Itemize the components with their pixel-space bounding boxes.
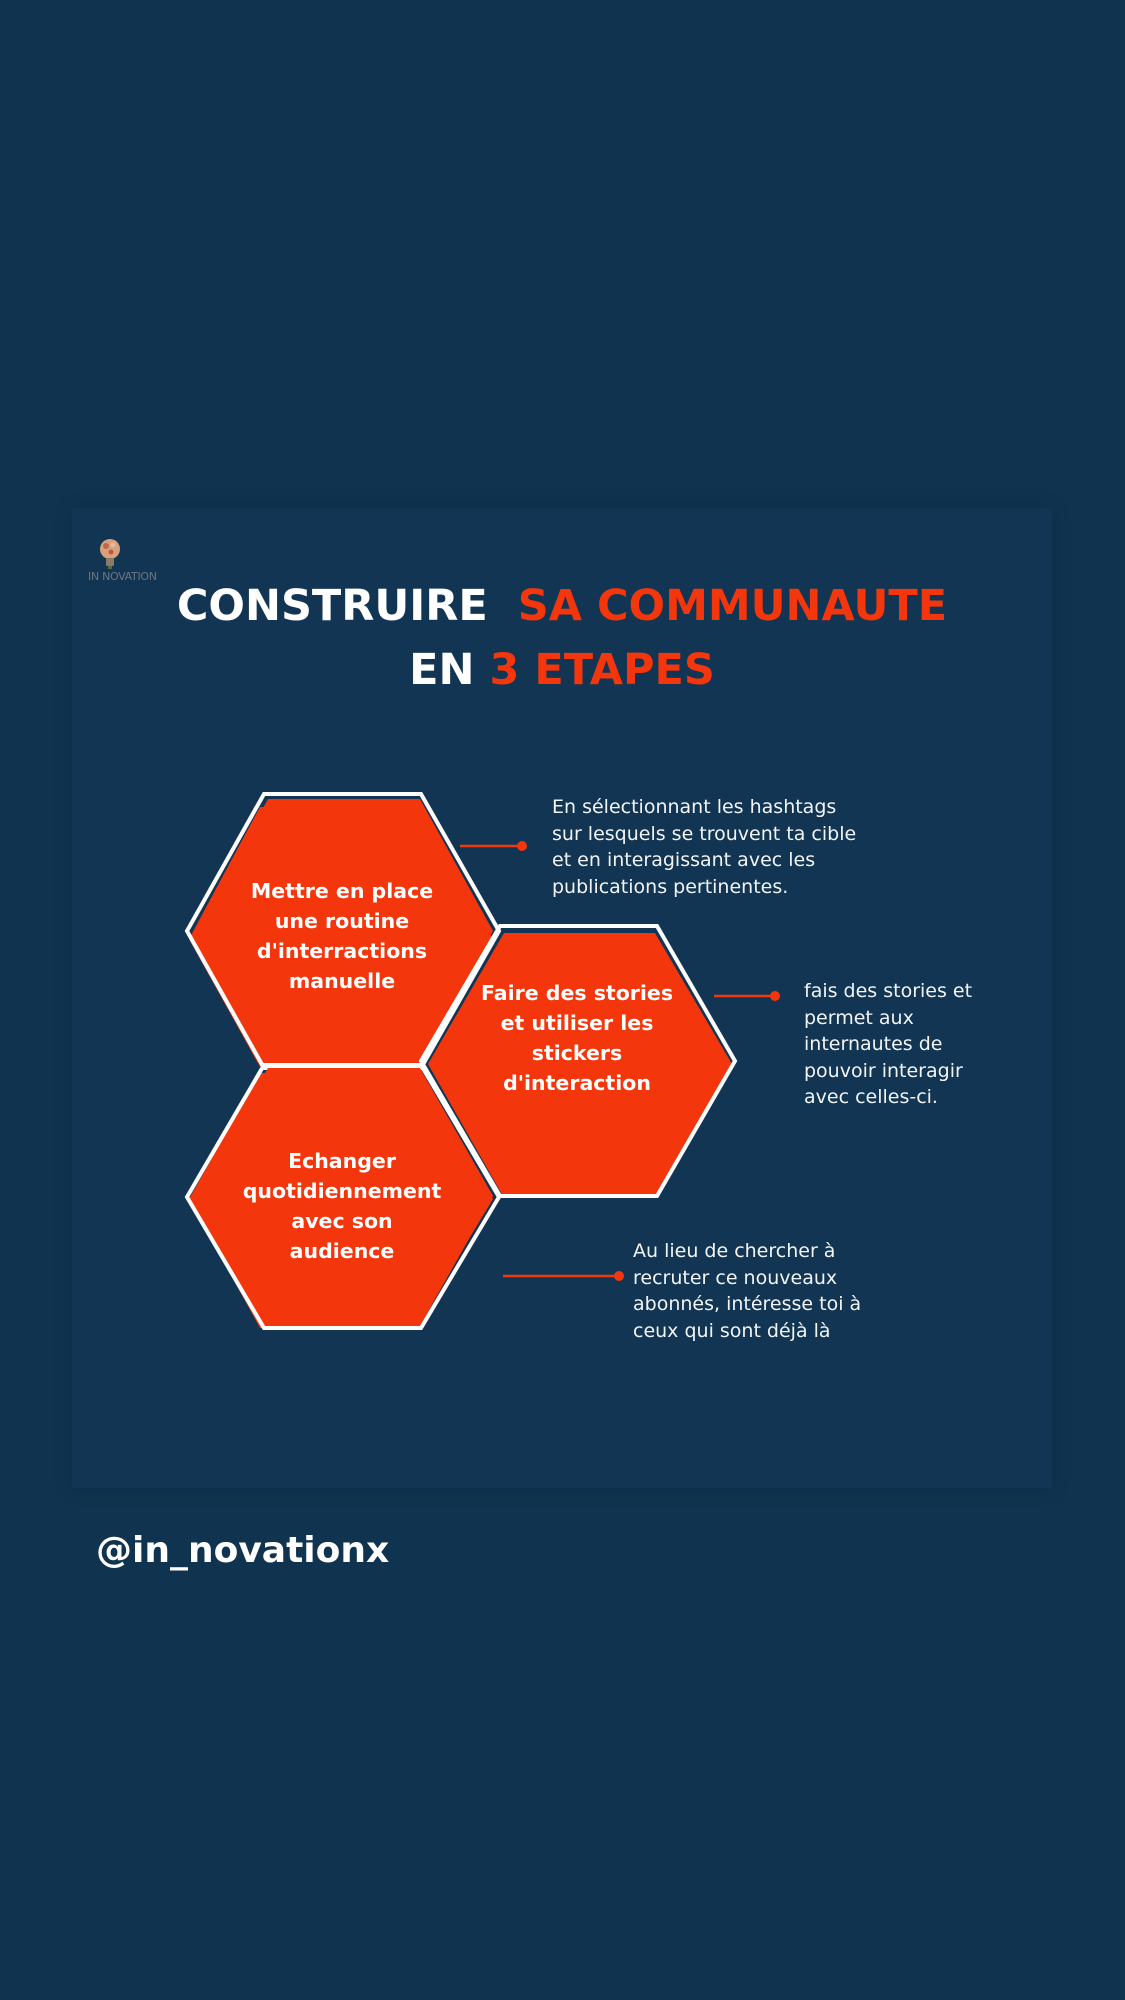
step-3-label: Echanger quotidiennement avec son audience [242,1149,442,1263]
step-2-label: Faire des stories et utiliser les stickers d'interaction [480,981,674,1095]
step-1-label: Mettre en place une routine d'interractions manuelle [250,879,434,993]
connector-1 [460,841,527,851]
infographic-card [72,508,1052,1488]
connector-3 [503,1271,624,1281]
step-1-description: En sélectionnant les hashtags sur lesquels se trouvent ta cible et en interagissant avec les publications pertinentes. [552,796,857,898]
account-handle: @in_novationx [96,1530,390,1571]
title-orange-part-2: 3 ETAPES [489,645,715,695]
title-white-part-2: EN [409,645,475,695]
title-white-part: CONSTRUIRE [176,581,488,631]
step-3-description: Au lieu de chercher à recruter ce nouveaux abonnés, intéresse toi à ceux qui sont déjà là [633,1240,862,1342]
step-2-description: fais des stories et permet aux internautes de pouvoir interagir avec celles-ci. [804,980,973,1108]
title-orange-part: SA COMMUNAUTE [517,581,948,631]
logo-text: IN NOVATION [88,570,157,583]
connector-2 [714,991,780,1001]
